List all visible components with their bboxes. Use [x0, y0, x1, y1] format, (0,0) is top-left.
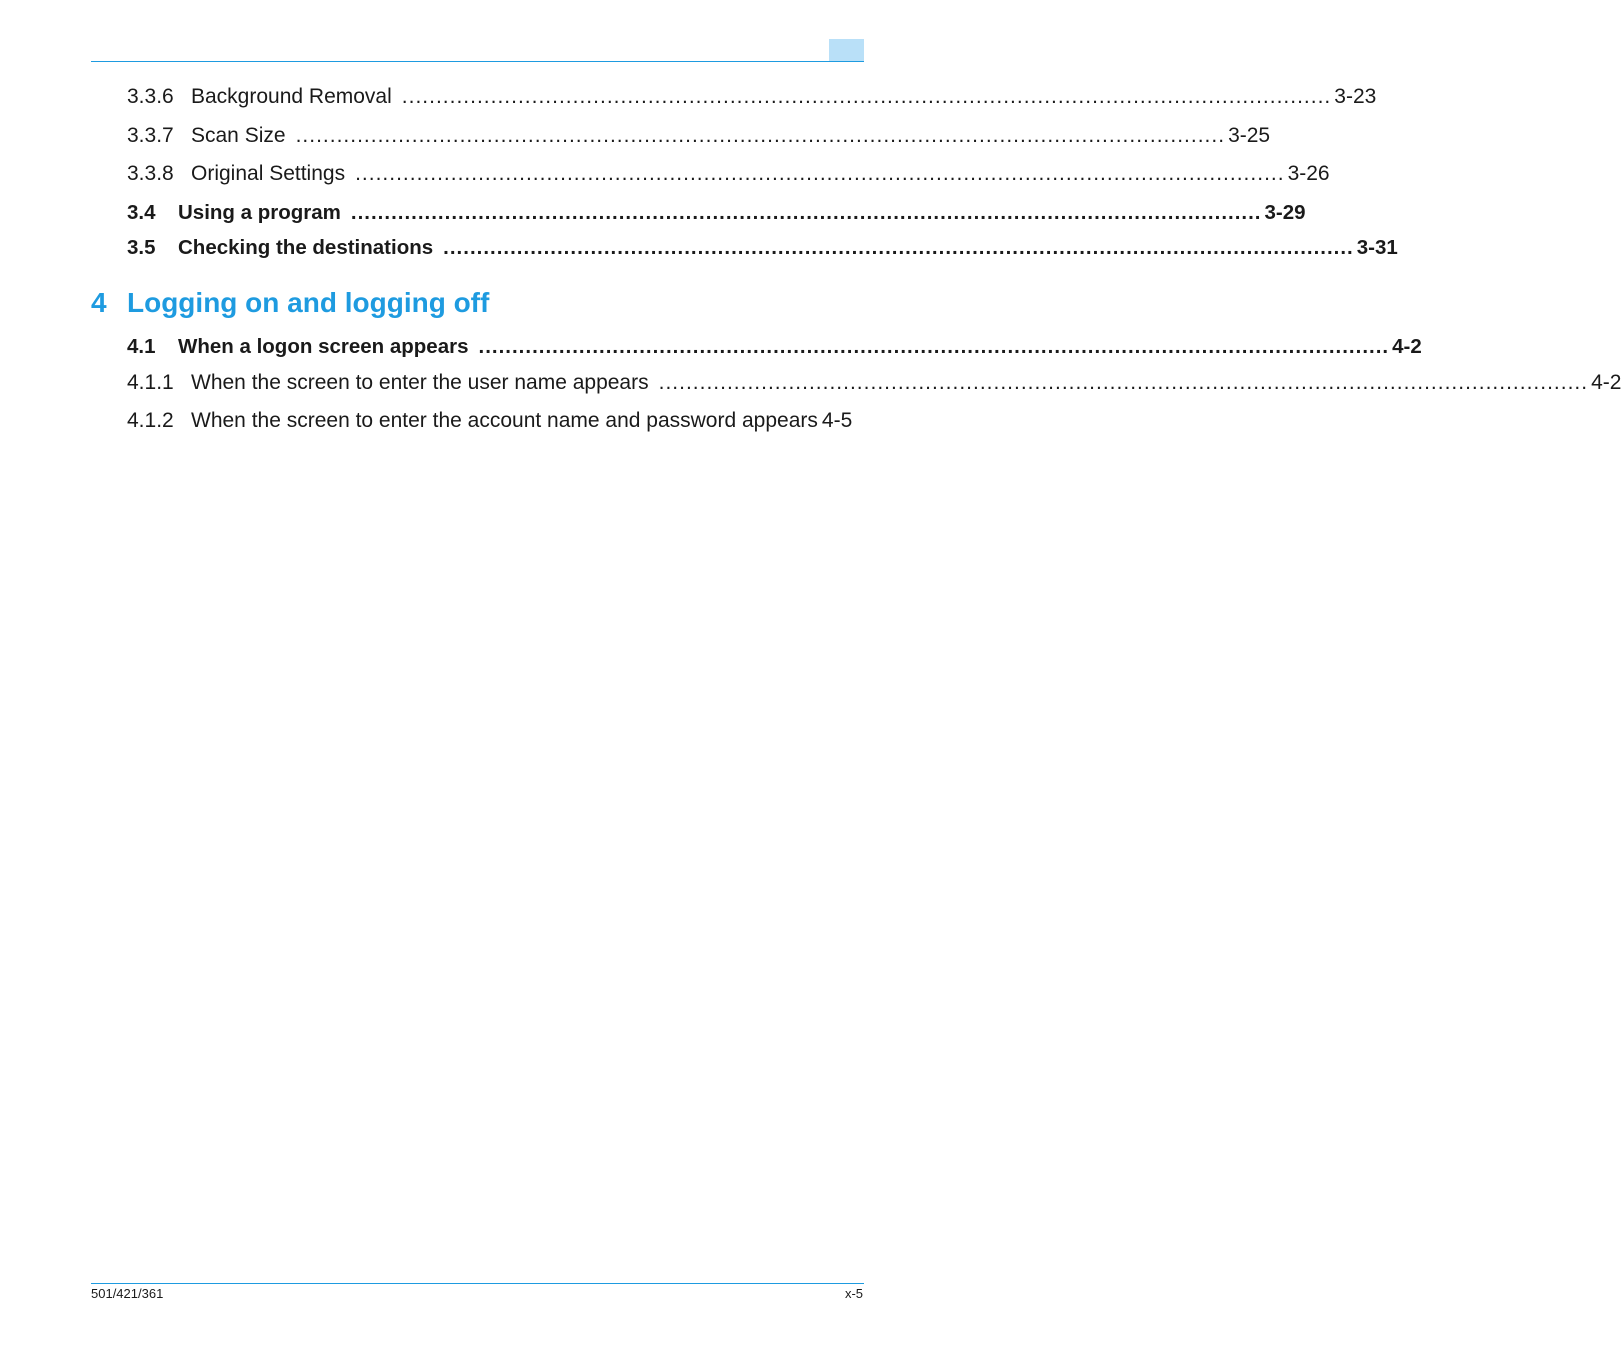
toc-entry-3-3-6[interactable]: [127, 84, 1377, 110]
toc-entry-number: 3.3.6: [127, 85, 174, 108]
toc-entry-3-3-7[interactable]: [127, 123, 1271, 149]
chapter-tab-marker: [829, 39, 864, 61]
toc-entry-title: When the screen to enter the account name and password appears: [191, 409, 818, 432]
chapter-heading[interactable]: [91, 284, 489, 322]
dot-leader: ........................................................................................................................................: [350, 201, 1262, 224]
toc-entry-title: When the screen to enter the user name appears: [191, 371, 649, 394]
toc-entry-title: Original Settings: [191, 162, 346, 185]
toc-entry-page: 4-2: [1392, 335, 1422, 358]
dot-leader: ........................................................................................................................................: [295, 124, 1226, 147]
toc-entry-number: 3.4: [127, 201, 156, 224]
toc-entry-title: When a logon screen appears: [178, 335, 469, 358]
footer-page-number: x-5: [844, 1286, 863, 1301]
toc-entry-title: Background Removal: [191, 85, 392, 108]
toc-entry-title: Using a program: [178, 201, 341, 224]
toc-entry-4-1-2[interactable]: [127, 408, 863, 434]
toc-entry-page: 4-2: [1591, 371, 1621, 394]
toc-entry-title: Scan Size: [191, 124, 286, 147]
dot-leader: ........................................................................................................................................: [401, 85, 1332, 108]
toc-entry-4-1-1[interactable]: [127, 370, 1621, 396]
toc-entry-page: 3-31: [1356, 236, 1398, 259]
toc-entry-page: 3-25: [1228, 124, 1271, 147]
toc-entry-3-3-8[interactable]: [127, 161, 1330, 187]
header-rule: [91, 61, 864, 62]
chapter-number: 4: [91, 287, 107, 318]
footer-rule: [91, 1283, 864, 1284]
dot-leader: ........................................................................................................................................: [355, 162, 1285, 185]
dot-leader: ........................................................................................................................................: [443, 236, 1354, 259]
toc-entry-number: 3.3.8: [127, 162, 174, 185]
toc-entry-3-4[interactable]: [127, 200, 1306, 226]
dot-leader: ........................................................................................................................................: [658, 371, 1589, 394]
toc-entry-number: 3.5: [127, 236, 156, 259]
dot-leader: ........................................................................................................................................: [478, 335, 1390, 358]
toc-entry-page: 3-23: [1334, 85, 1377, 108]
toc-entry-number: 4.1.2: [127, 409, 174, 432]
toc-entry-title: Checking the destinations: [178, 236, 434, 259]
toc-entry-page: 4-5: [821, 409, 853, 432]
chapter-title: Logging on and logging off: [127, 287, 490, 318]
toc-entry-page: 3-26: [1287, 162, 1330, 185]
toc-entry-4-1[interactable]: [127, 334, 1422, 360]
toc-entry-number: 4.1: [127, 335, 156, 358]
toc-entry-3-5[interactable]: [127, 235, 1398, 261]
toc-entry-number: 3.3.7: [127, 124, 174, 147]
footer-model: 501/421/361: [91, 1286, 164, 1301]
toc-entry-page: 3-29: [1264, 201, 1306, 224]
toc-entry-number: 4.1.1: [127, 371, 174, 394]
